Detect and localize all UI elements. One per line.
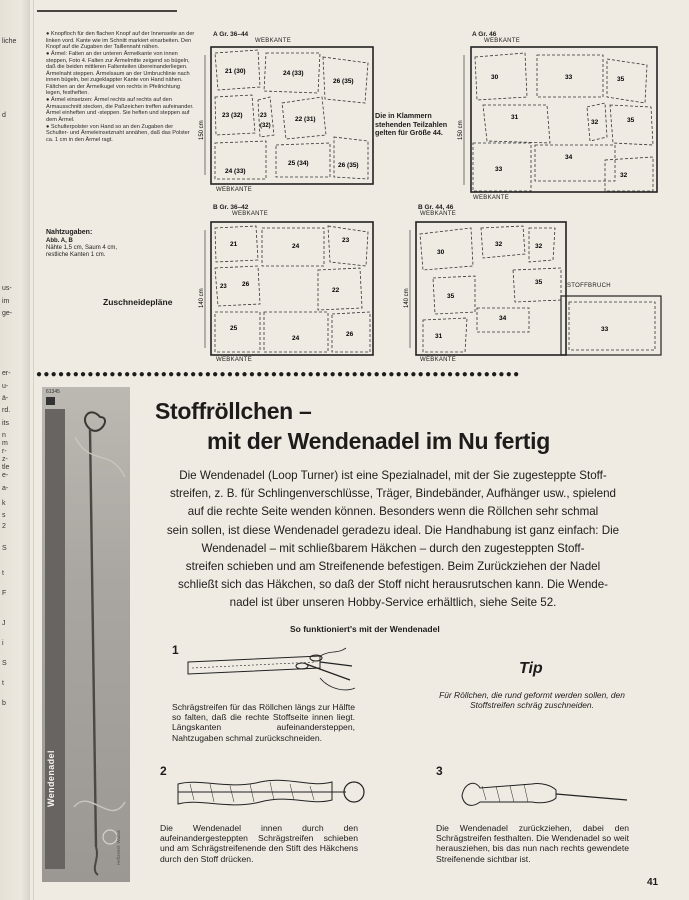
- piece-label: 22: [332, 287, 340, 294]
- logo-box: [46, 397, 55, 405]
- piece-label: 24: [292, 335, 300, 342]
- left-margin-strip: [0, 0, 30, 900]
- margin-fragment: z-: [2, 456, 8, 463]
- piece-label: 23: [220, 284, 227, 290]
- diagram-title: A Gr. 36–44: [213, 31, 249, 38]
- loop-turner-icon: [70, 407, 128, 877]
- step-caption: Die Wendenadel zurückziehen, dabei den Schrägstreifen festhalten. Die Wendenadel so weit herausziehen, bis das nun nach rechts gewendete Streifenende sichtbar ist.: [436, 823, 629, 864]
- margin-fragment: t: [2, 570, 4, 577]
- piece-label: 21 (30): [225, 68, 246, 75]
- piece-label: 30: [491, 74, 499, 81]
- piece-label: 22 (31): [295, 116, 316, 123]
- height-label: 150 cm: [199, 120, 205, 140]
- margin-fragment: d: [2, 112, 6, 119]
- height-label: 140 cm: [404, 288, 410, 308]
- seam-line: Abb. A, B: [46, 238, 73, 244]
- piece-label: (32): [260, 123, 271, 129]
- selvage-label: WEBKANTE: [255, 38, 292, 44]
- step-caption: Schrägstreifen für das Röllchen längs zur Hälfte so falten, daß die rechte Stoffseite innen liegt. Längskanten aufeinandersteppen, Nahtzugaben schmal zurückschneiden.: [172, 702, 355, 743]
- piece-label: 31: [435, 333, 443, 340]
- instruction-paragraph: ● Ärmel: Falten an der unteren Ärmelkante von innen steppen, Foto 4. Falten zur Ärmelmitte zeigend so bügeln, daß die beiden mittleren Faltenteilen übereinanderliegen. Ärmelnaht steppen. Ärmelsaum an der Umbruchlinie nach innen bügeln, bei zugeklappter Kante von Hand nähen. Fältchen an der Ärmelkugel von rechts in Pfeilrichtung legen, festheften.: [46, 51, 190, 96]
- margin-fragment: tle: [2, 464, 10, 471]
- piece-label: 23 (32): [222, 112, 243, 119]
- margin-fragment: ä-: [2, 395, 9, 402]
- step-number: 1: [172, 643, 179, 657]
- margin-fragment: e-: [2, 472, 9, 479]
- margin-fragment: 2: [2, 523, 6, 530]
- selvage-label: WEBKANTE: [473, 195, 510, 201]
- margin-fragment: i: [2, 640, 4, 647]
- piece-label: 21: [230, 241, 238, 248]
- piece-label: 26: [242, 281, 250, 288]
- margin-fragment: n: [2, 432, 6, 439]
- body-line: nadel ist über unseren Hobby-Service erhältlich, siehe Seite 52.: [229, 596, 557, 610]
- cutting-plans-label: Zuschneidepläne: [103, 297, 173, 307]
- piece-label: 33: [495, 166, 503, 173]
- margin-fragment: er-: [2, 370, 11, 377]
- article-title-line2: mit der Wendenadel im Nu fertig: [207, 428, 550, 454]
- piece-label: 26: [346, 331, 354, 338]
- howto-heading: So funktioniert's mit der Wendenadel: [290, 624, 440, 634]
- margin-fragment: r-: [2, 448, 7, 455]
- margin-fragment: us-: [2, 285, 12, 292]
- selvage-label: WEBKANTE: [420, 357, 457, 363]
- instruction-paragraph: ● Ärmel einsetzen: Ärmel rechts auf rechts auf den Armausschnitt stecken, die Paßzeichen treffen aufeinander. Ärmel einheften und -steppen. Sie heften und steppen auf dem Ärmel.: [46, 97, 194, 123]
- diagram-title: A Gr. 46: [472, 31, 497, 38]
- column-divider: [33, 0, 34, 900]
- selvage-label: WEBKANTE: [216, 187, 253, 193]
- tip-label: Tip: [519, 660, 543, 677]
- sewing-instructions: [46, 31, 196, 144]
- product-photo: [42, 387, 130, 882]
- seam-allowance-block: [46, 229, 196, 259]
- page-number: 41: [647, 877, 659, 888]
- cutting-plan-b-44-46: [405, 220, 665, 360]
- piece-label: 24: [292, 243, 300, 250]
- article-title-line1: Stoffröllchen –: [155, 398, 312, 424]
- diagram-title: B Gr. 44, 46: [418, 204, 454, 211]
- margin-fragment: m: [2, 440, 8, 447]
- piece-label: 24 (33): [225, 168, 246, 175]
- piece-label: 25: [230, 325, 238, 332]
- piece-label: 35: [447, 293, 455, 300]
- tip-text: Für Röllchen, die rund geformt werden sollen, den Stoffstreifen schräg zuschneiden.: [439, 690, 625, 710]
- instruction-paragraph: ● Schulterpolster von Hand so an den Zugaben der Schulter- und Ärmeleinsetznaht annähen, daß das Polster ca. 1 cm in den Ärmel ragt.: [46, 123, 190, 143]
- margin-fragment: u-: [2, 383, 9, 390]
- cutting-plan-b-36-42: [200, 220, 376, 358]
- step1-illustration: [170, 640, 360, 700]
- margin-fragment: S: [2, 545, 7, 552]
- piece-label: 32: [620, 172, 628, 179]
- height-label: 150 cm: [458, 120, 464, 140]
- height-label: 140 cm: [199, 288, 205, 308]
- selvage-label: WEBKANTE: [484, 38, 521, 44]
- body-line: auf die rechte Seite wenden können. Besonders wenn die Röllchen sehr schmal: [187, 505, 599, 519]
- piece-label: 30: [437, 249, 445, 256]
- piece-label: 35: [627, 117, 635, 124]
- piece-label: 35: [617, 76, 625, 83]
- bracket-note: Die in Klammern stehenden Teilzahlen gelten für Größe 44.: [375, 111, 448, 137]
- piece-label: 32: [495, 241, 503, 248]
- piece-label: 34: [499, 315, 507, 322]
- piece-label: 33: [565, 74, 573, 81]
- seam-allowance-heading: Nahtzugaben:: [46, 229, 93, 236]
- piece-label: 33: [601, 326, 609, 333]
- piece-label: 32: [591, 119, 599, 126]
- margin-fragment: liche: [2, 38, 17, 45]
- margin-fragment: k: [2, 500, 6, 507]
- body-line: sein sollen, ist diese Wendenadel geradezu ideal. Die Handhabung ist ganz einfach: Die: [166, 523, 620, 537]
- margin-fragment: S: [2, 660, 7, 667]
- seam-line: restliche Kanten 1 cm.: [46, 252, 106, 258]
- selvage-label: WEBKANTE: [216, 357, 253, 363]
- piece-label: 24 (33): [283, 70, 304, 77]
- piece-label: 23: [342, 237, 350, 244]
- top-rule: [37, 10, 177, 12]
- body-line: streifen, z. B. für Schlingenverschlüsse, Träger, Bindebänder, Aufhänger usw., spielend: [170, 487, 616, 501]
- fold-label: STOFFBRUCH: [567, 283, 611, 289]
- margin-fragment: its: [2, 420, 9, 427]
- cutting-plan-a-46: [455, 45, 660, 195]
- diagram-title: B Gr. 36–42: [213, 204, 249, 211]
- step-caption: Die Wendenadel innen durch den aufeinandergesteppten Schrägstreifen schieben und am Schrägstreifenende den Stift des Häkchens durch den Stoff drücken.: [160, 823, 358, 864]
- margin-fragment: ge-: [2, 310, 13, 317]
- body-line: Die Wendenadel (Loop Turner) ist eine Spezialnadel, mit der Sie zugesteppte Stoff-: [179, 469, 607, 482]
- piece-label: 35: [535, 279, 543, 286]
- step-number: 2: [160, 764, 167, 778]
- margin-fragment: F: [2, 590, 7, 597]
- step3-illustration: [452, 768, 632, 818]
- piece-label: 26 (35): [333, 78, 354, 85]
- body-line: Wendenadel – mit schließbarem Häkchen – durch den zugesteppten Stoff-: [201, 541, 585, 555]
- piece-label: 31: [511, 114, 519, 121]
- piece-label: 32: [535, 243, 543, 250]
- margin-fragment: b: [2, 700, 6, 707]
- piece-label: 23: [260, 113, 267, 119]
- margin-fragment: J: [2, 620, 6, 627]
- piece-label: 25 (34): [288, 160, 309, 167]
- body-line: schließt sich das Häkchen, so daß der Stoff nicht herausrutschen kann. Die Wende-: [177, 578, 609, 592]
- piece-label: 34: [565, 154, 573, 161]
- margin-fragment: im: [2, 298, 10, 305]
- step2-illustration: [170, 770, 370, 820]
- package-label: Wendenadel: [46, 750, 56, 807]
- margin-fragment: s: [2, 512, 6, 519]
- margin-fragment: a-: [2, 485, 9, 492]
- instruction-paragraph: ● Knopfloch für den flachen Knopf auf der Innenseite an der linken vord. Kante wie im Schnitt markiert einarbeiten. Den Knopf auf die Zugaben der Taillennaht nähen.: [46, 31, 195, 50]
- product-code: 61345: [46, 389, 60, 395]
- margin-fragment: t: [2, 680, 4, 687]
- photo-credit: Heftzettel: Wallas: [116, 830, 121, 865]
- body-line: streifen schieben und am Streifenende befestigen. Beim Zurückziehen der Nadel: [185, 560, 601, 574]
- dotted-separator: ●●●●●●●●●●●●●●●●●●●●●●●●●●●●●●●●●●●●●●●●●●●●●●●●●●●●●●●●●●●●●●●●●●: [36, 369, 521, 380]
- selvage-label: WEBKANTE: [420, 211, 457, 217]
- piece-label: 26 (35): [338, 162, 359, 169]
- margin-fragment: rd.: [2, 407, 11, 414]
- step-number: 3: [436, 764, 443, 778]
- seam-line: Nähte 1,5 cm, Saum 4 cm,: [46, 245, 118, 251]
- cutting-plan-a-36-44: [200, 45, 376, 188]
- selvage-label: WEBKANTE: [232, 211, 269, 217]
- article-body: [148, 467, 638, 613]
